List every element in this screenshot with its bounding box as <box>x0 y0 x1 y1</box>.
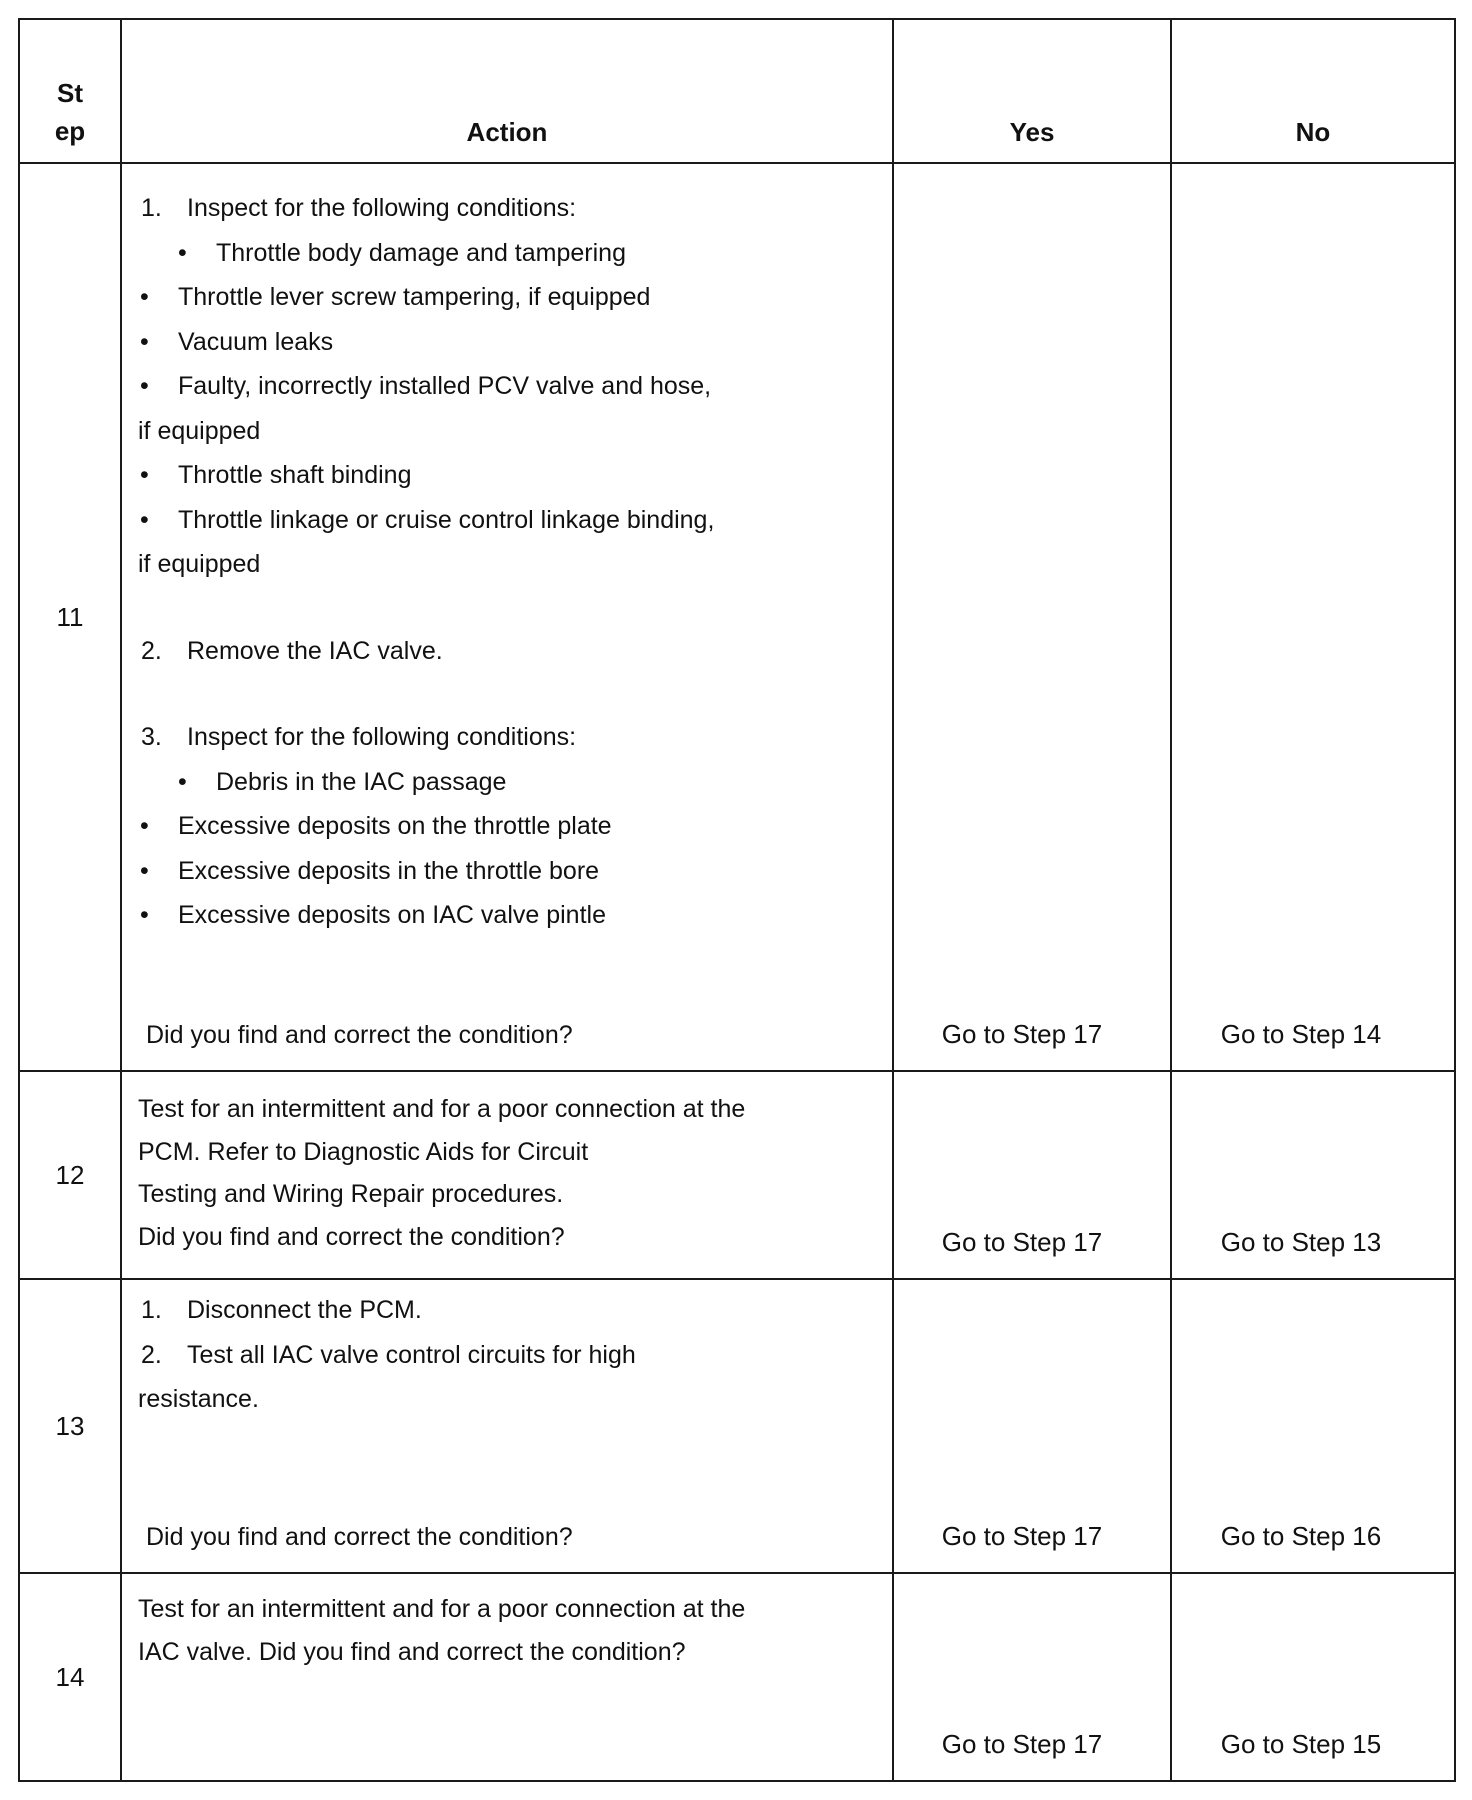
action-line: if equipped <box>138 550 261 578</box>
bullet-icon: • <box>140 812 149 840</box>
action-line: IAC valve. Did you find and correct the condition? <box>138 1637 686 1666</box>
action-line: • Throttle linkage or cruise control linkage binding, <box>138 498 892 543</box>
yes-cell <box>893 1573 1171 1781</box>
diagnostic-table <box>18 18 1456 1782</box>
action-line: • Throttle lever screw tampering, if equipped <box>138 275 892 320</box>
action-cell <box>121 1279 893 1573</box>
action-line: • Debris in the IAC passage <box>138 760 892 805</box>
no-cell <box>1171 163 1455 1071</box>
no-result: Go to Step 14 <box>1220 1019 1382 1049</box>
action-line: Testing and Wiring Repair procedures. <box>138 1180 564 1208</box>
table-row-step-12 <box>19 1071 1455 1279</box>
header-action: Action <box>121 19 893 163</box>
action-cell <box>121 1573 893 1781</box>
bullet-icon: • <box>140 461 149 489</box>
action-line: • Excessive deposits in the throttle bore <box>138 849 892 894</box>
action-line: • Excessive deposits on the throttle plate <box>138 804 892 849</box>
bullet-icon: • <box>140 856 149 885</box>
action-line: • Throttle body damage and tampering <box>138 231 892 276</box>
table-row-step-14 <box>19 1573 1455 1781</box>
yes-result: Go to Step 17 <box>941 1521 1103 1551</box>
action-cell <box>121 1071 893 1279</box>
no-cell <box>1171 1279 1455 1573</box>
no-result: Go to Step 15 <box>1220 1729 1382 1759</box>
header-no: No <box>1171 19 1455 163</box>
step-number: 12 <box>19 1071 121 1279</box>
no-result: Go to Step 13 <box>1220 1227 1382 1257</box>
header-step-line2: ep <box>54 116 86 146</box>
action-line: • Excessive deposits on IAC valve pintle <box>138 893 892 938</box>
step-number: 13 <box>19 1279 121 1573</box>
action-line: • Faulty, incorrectly installed PCV valve and hose, <box>138 364 892 409</box>
action-line: if equipped <box>138 416 261 445</box>
no-result: Go to Step 16 <box>1220 1521 1382 1551</box>
header-yes: Yes <box>893 19 1171 163</box>
bullet-icon: • <box>140 372 149 400</box>
action-line: Did you find and correct the condition? <box>138 1222 565 1251</box>
bullet-icon: • <box>140 901 149 929</box>
action-line: 1. Disconnect the PCM. <box>141 1296 422 1324</box>
yes-cell <box>893 163 1171 1071</box>
action-line: Test for an intermittent and for a poor connection at the <box>138 1595 746 1623</box>
no-cell <box>1171 1573 1455 1781</box>
action-cell <box>121 163 893 1071</box>
action-question: Did you find and correct the condition? <box>146 1021 573 1049</box>
action-line: 2. Remove the IAC valve. <box>141 636 443 665</box>
action-line: 1. Inspect for the following conditions: <box>141 194 577 222</box>
bullet-icon: • <box>140 505 149 534</box>
yes-result: Go to Step 17 <box>941 1019 1103 1049</box>
yes-result: Go to Step 17 <box>941 1729 1103 1759</box>
action-question: Did you find and correct the condition? <box>146 1523 573 1551</box>
bullet-icon: • <box>178 238 187 267</box>
step-number: 14 <box>19 1573 121 1781</box>
bullet-icon: • <box>178 767 187 796</box>
action-line: • Vacuum leaks <box>138 320 892 365</box>
bullet-icon: • <box>140 283 149 311</box>
table-row-step-13 <box>19 1279 1455 1573</box>
action-line: Test for an intermittent and for a poor connection at the <box>138 1095 746 1123</box>
bullet-icon: • <box>140 327 149 356</box>
action-line: resistance. <box>138 1385 259 1413</box>
no-cell <box>1171 1071 1455 1279</box>
header-row <box>19 19 1455 163</box>
header-step-line1: St <box>57 78 83 108</box>
step-number: 11 <box>19 163 121 1071</box>
action-line: 2. Test all IAC valve control circuits for high <box>141 1340 636 1369</box>
action-line: PCM. Refer to Diagnostic Aids for Circuit <box>138 1137 589 1166</box>
action-line: • Throttle shaft binding <box>138 453 892 498</box>
action-line: 3. Inspect for the following conditions: <box>141 723 577 751</box>
yes-result: Go to Step 17 <box>941 1227 1103 1257</box>
yes-cell <box>893 1279 1171 1573</box>
header-step <box>19 19 121 163</box>
table-row-step-11 <box>19 163 1455 1071</box>
yes-cell <box>893 1071 1171 1279</box>
